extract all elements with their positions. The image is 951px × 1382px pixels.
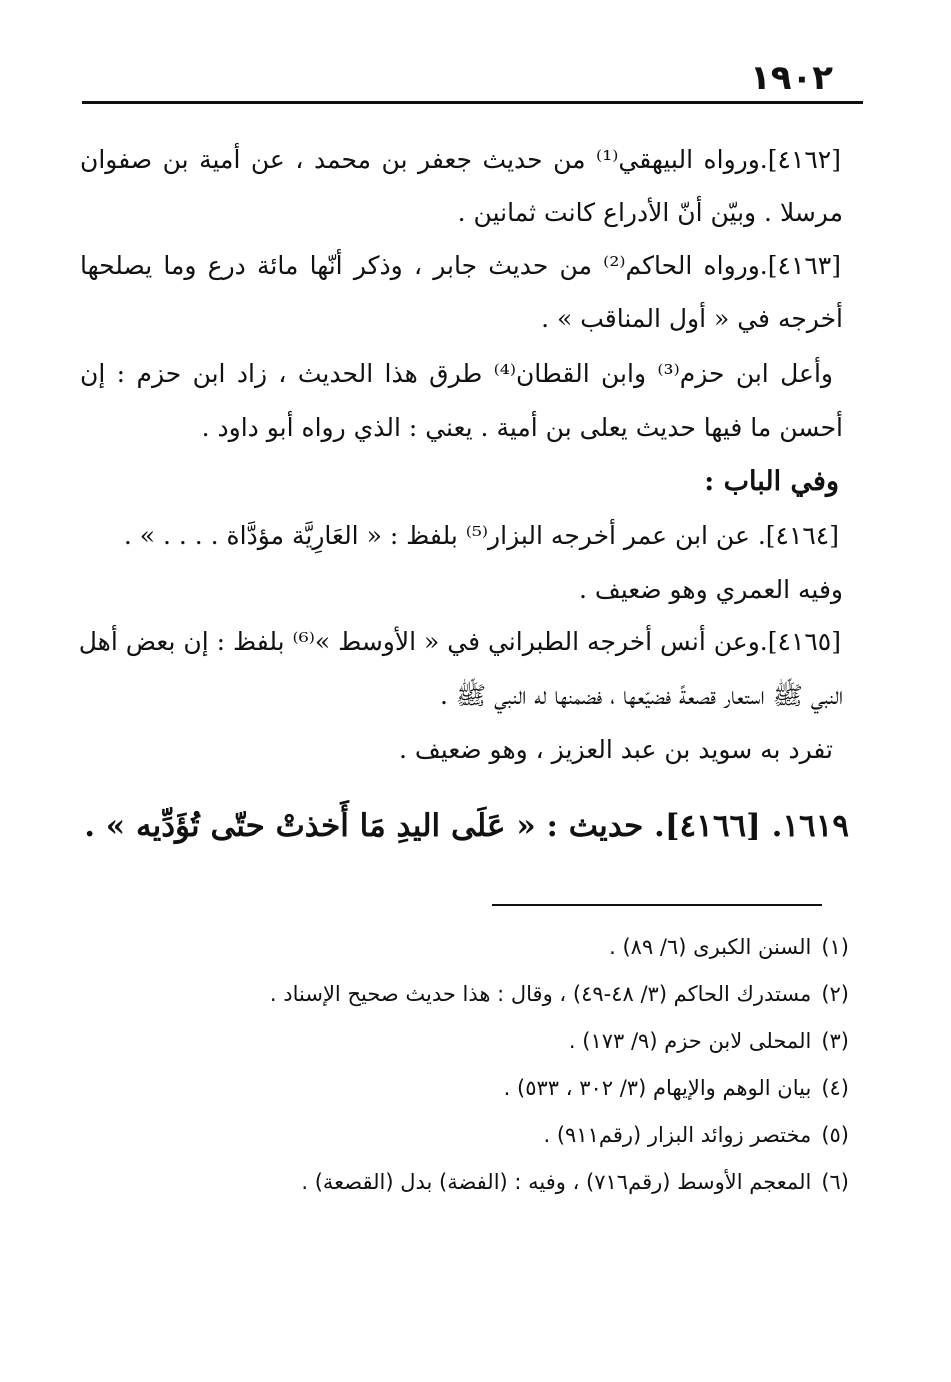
footnote-rule <box>492 904 822 906</box>
paragraph-4163-line-1: [٤١٦٣].ورواه الحاكم⁽²⁾ من حديث جابر ، وذكر أنّها مائة درع وما يصلحها <box>80 251 841 280</box>
paragraph-4162-line-2: مرسلا . وبيّن أنّ الأدراع كانت ثمانين . <box>457 198 843 227</box>
paragraph-ibn-hazm-line-1: وأعل ابن حزم⁽³⁾ وابن القطان⁽⁴⁾ طرق هذا الحديث ، زاد ابن حزم : إن <box>80 359 833 388</box>
footnote-1 <box>120 930 849 964</box>
footnote-text: السنن الكبرى (٦/ ٨٩) . <box>609 935 812 959</box>
page-number: ١٩٠٢ <box>749 58 833 98</box>
paragraph-4165-line-2: النبي ﷺ استعار قصعةً فضيّعها ، فضمنها له النبي ﷺ . <box>440 681 843 710</box>
footnote-5 <box>120 1118 849 1152</box>
hadith-heading: ١٦١٩. [٤١٦٦]. حديث : « عَلَى اليدِ مَا أَخذتْ حتّى تُؤَدِّيه » . <box>84 808 849 844</box>
footnote-2 <box>120 977 849 1011</box>
paragraph-4162-line-1: [٤١٦٢].ورواه البيهقي⁽¹⁾ من حديث جعفر بن محمد ، عن أمية بن صفوان <box>80 145 841 174</box>
footnote-number: (١) <box>821 935 849 959</box>
footnote-6 <box>120 1165 849 1199</box>
paragraph-4163-line-2: أخرجه في « أول المناقب » . <box>541 304 843 333</box>
paragraph-4164-line-1: [٤١٦٤]. عن ابن عمر أخرجه البزار⁽⁵⁾ بلفظ : « العَارِيَّة مؤدَّاة . . . . » . <box>123 521 839 550</box>
footnote-text: مختصر زوائد البزار (رقم٩١١) . <box>543 1123 812 1147</box>
paragraph-4165-line-3: تفرد به سويد بن عبد العزيز ، وهو ضعيف . <box>399 735 833 764</box>
footnote-number: (٢) <box>821 982 849 1006</box>
paragraph-ibn-hazm-line-2: أحسن ما فيها حديث يعلى بن أمية . يعني : الذي رواه أبو داود . <box>201 413 843 442</box>
footnote-3 <box>120 1024 849 1058</box>
paragraph-4165-line-1: [٤١٦٥].وعن أنس أخرجه الطبراني في « الأوسط »⁽⁶⁾ بلفظ : إن بعض أهل <box>78 627 841 656</box>
footnote-number: (٣) <box>821 1029 849 1053</box>
footnote-number: (٤) <box>821 1076 849 1100</box>
footnote-text: المحلى لابن حزم (٩/ ١٧٣) . <box>568 1029 812 1053</box>
footnote-4 <box>120 1071 849 1105</box>
paragraph-4164-line-2: وفيه العمري وهو ضعيف . <box>578 575 843 604</box>
footnote-number: (٦) <box>821 1170 849 1194</box>
section-label: وفي الباب : <box>704 466 839 497</box>
footnote-number: (٥) <box>821 1123 849 1147</box>
header-rule <box>82 101 863 104</box>
footnote-text: بيان الوهم والإيهام (٣/ ٣٠٢ ، ٥٣٣) . <box>503 1076 812 1100</box>
footnote-text: المعجم الأوسط (رقم٧١٦) ، وفيه : (الفضة) بدل (القصعة) . <box>301 1170 812 1194</box>
footnote-text: مستدرك الحاكم (٣/ ٤٨-٤٩) ، وقال : هذا حديث صحيح الإسناد . <box>269 982 812 1006</box>
